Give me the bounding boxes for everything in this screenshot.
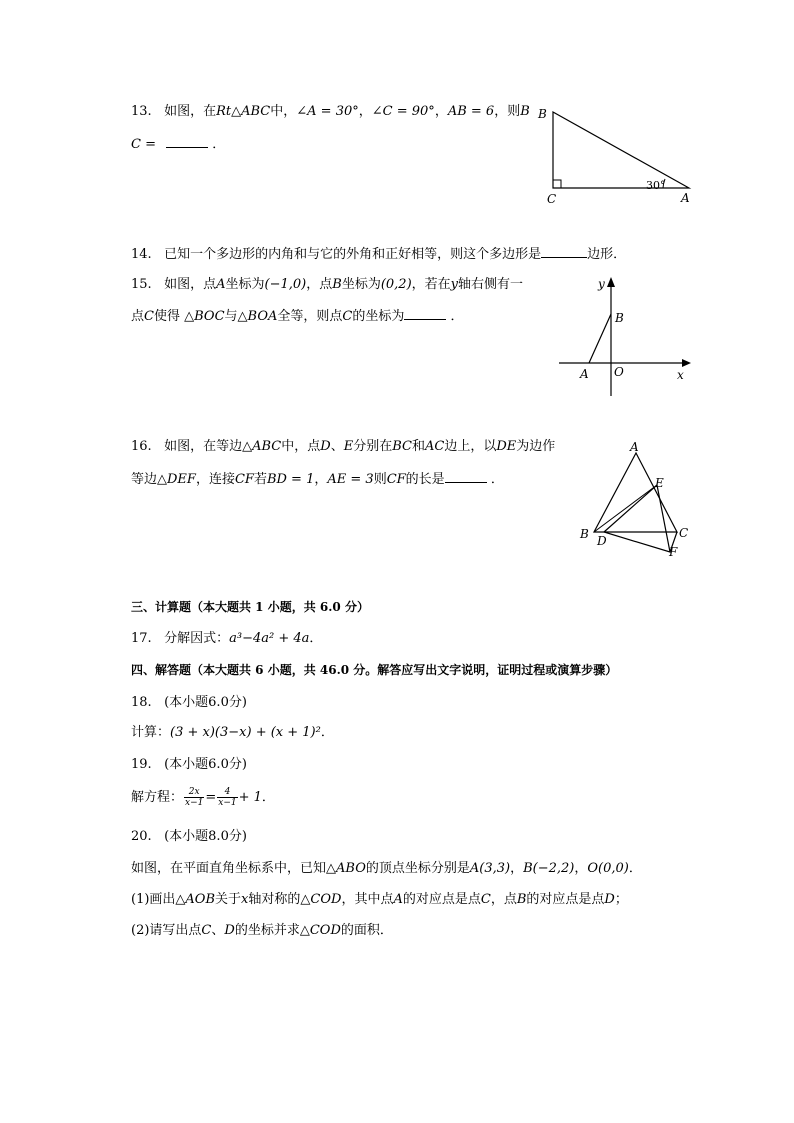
q13-figure [535, 100, 705, 210]
q15-text: 坐标为 [225, 277, 265, 292]
q16-math: D [320, 439, 331, 454]
q20-math: O(0,0) [587, 861, 629, 876]
label-e: E [655, 476, 664, 490]
q13-math: ∠C = 90° [371, 104, 435, 119]
q15-text: 如图，点 [164, 277, 217, 292]
q20-text: ； [614, 892, 628, 907]
q17-text: 分解因式： [164, 631, 230, 646]
answer-blank[interactable] [404, 307, 446, 320]
q16-text: 则 [373, 472, 387, 487]
q13-text: ，则 [494, 104, 521, 119]
q18-header [131, 694, 247, 712]
q13-text: 如图，在 [164, 104, 217, 119]
q16-math: BD = 1 [266, 472, 315, 487]
q20-header [131, 828, 247, 846]
q13-math: C = [131, 137, 156, 152]
q18-math: (3 + x)(3−x) + (x + 1)² [170, 725, 321, 740]
q18-text: ． [320, 725, 334, 740]
q17-math: a³−4a² + 4a [229, 631, 310, 646]
q15-math: △BOA [237, 309, 278, 324]
q15-line2 [131, 307, 464, 326]
q20-text: 如图，在平面直角坐标系中，已知 [131, 861, 327, 876]
q19-math: + 1 [238, 790, 262, 805]
q16-figure [573, 437, 698, 567]
q15-text: ． [450, 309, 464, 324]
label-a: A [681, 191, 690, 205]
q15-figure [555, 272, 700, 402]
q14-number: 14. [131, 247, 152, 262]
q20-part1 [131, 891, 628, 909]
q13-line2 [131, 135, 225, 154]
q18-score: (本小题6.0分) [164, 695, 247, 710]
q16-text: 的长是 [405, 472, 445, 487]
q16-math: DE [496, 439, 517, 454]
section-3-heading: 三、计算题（本大题共 1 小题，共 6.0 分） [131, 600, 369, 614]
triangle-abc [594, 453, 677, 532]
q16-text: ，连接 [195, 472, 235, 487]
label-b: B [538, 107, 547, 121]
q20-text: 的对应点是点 [526, 892, 605, 907]
q15-line1 [131, 276, 523, 294]
q16-text: 中，点 [281, 439, 321, 454]
q13-math: Rt△ABC [216, 104, 271, 119]
fraction-denominator: x−1 [218, 798, 237, 808]
q20-math: C [480, 892, 491, 907]
label-x: x [677, 368, 684, 382]
q20-part2 [131, 922, 393, 940]
q20-text: ， [574, 861, 588, 876]
q15-math: C [144, 309, 154, 324]
label-b: B [615, 311, 624, 325]
q19-text: 解方程： [131, 790, 184, 805]
q13-math: ∠A = 30° [296, 104, 359, 119]
triangle-abc [553, 112, 689, 188]
q19-score: (本小题6.0分) [164, 757, 247, 772]
q16-text: 等边 [131, 472, 158, 487]
q15-math: A [216, 277, 226, 292]
q16-math: E [343, 439, 354, 454]
q19-number: 19. [131, 757, 152, 772]
segment-ab [589, 314, 611, 363]
q16-text: ， [314, 472, 328, 487]
q20-math: △AOB [175, 892, 216, 907]
q16-math: BC [392, 439, 412, 454]
q16-math: AE = 3 [327, 472, 374, 487]
q20-math: D [224, 923, 235, 938]
label-c: C [547, 192, 557, 206]
q18-line [131, 724, 334, 742]
label-angle: 30° [646, 179, 666, 192]
q15-text: ，若在 [411, 277, 451, 292]
q18-number: 18. [131, 695, 152, 710]
right-angle-mark [553, 180, 561, 188]
q20-math: C [201, 923, 212, 938]
q15-math: (0,2) [380, 277, 412, 292]
q15-text: 点 [131, 309, 145, 324]
label-c: C [679, 526, 689, 540]
q13-text: ， [358, 104, 372, 119]
q16-text: 、 [330, 439, 344, 454]
fraction [217, 787, 237, 808]
answer-blank[interactable] [445, 470, 487, 483]
q16-text: 为边作 [516, 439, 556, 454]
q13-text: 中， [270, 104, 297, 119]
q15-math: B [332, 277, 342, 292]
q16-text: 若 [253, 472, 267, 487]
label-b: B [580, 527, 589, 541]
q15-text: ，点 [306, 277, 333, 292]
answer-blank[interactable] [541, 245, 587, 258]
q20-math: △COD [299, 923, 341, 938]
q20-text: (1)画出 [131, 892, 176, 907]
q16-math: △DEF [157, 472, 196, 487]
q16-math: △ABC [242, 439, 282, 454]
label-o: O [614, 365, 624, 379]
q20-math: △ABO [326, 861, 366, 876]
q20-text: (2)请写出点 [131, 923, 202, 938]
answer-blank[interactable] [166, 135, 208, 148]
q16-text: 边上，以 [444, 439, 497, 454]
q16-text: 分别在 [353, 439, 393, 454]
q20-text: ． [628, 861, 642, 876]
q13-text: ． [212, 137, 226, 152]
q13-math: B [520, 104, 530, 119]
q15-text: 与 [224, 309, 238, 324]
q17-text: ． [309, 631, 323, 646]
q20-text: ，点 [490, 892, 517, 907]
q19-header [131, 756, 247, 774]
q15-math: C [342, 309, 353, 324]
q15-text: 全等，则点 [277, 309, 343, 324]
q20-text: 的坐标并求 [234, 923, 300, 938]
q15-math: y [450, 277, 459, 292]
q17-number: 17. [131, 631, 152, 646]
q14-line [131, 245, 626, 264]
q16-line2 [131, 470, 504, 489]
q19-line [131, 784, 275, 812]
label-a: A [630, 440, 639, 454]
q15-text: 的坐标为 [352, 309, 405, 324]
q20-math: △COD [300, 892, 342, 907]
q13-text: ， [434, 104, 448, 119]
q20-math: B(−2,2) [523, 861, 575, 876]
q20-math: D [604, 892, 615, 907]
q15-text: 轴右侧有一 [458, 277, 524, 292]
q13-math: AB = 6 [447, 104, 495, 119]
q20-text: 关于 [215, 892, 242, 907]
y-axis-arrow [607, 277, 615, 287]
q20-text: 的面积． [340, 923, 393, 938]
q13-line1 [131, 103, 530, 121]
q15-text: 使得 [153, 309, 180, 324]
x-axis-arrow [682, 359, 691, 367]
q16-text: 如图，在等边 [164, 439, 243, 454]
q20-math: x [241, 892, 249, 907]
q16-text: ． [490, 472, 504, 487]
q20-math: A(3,3) [469, 861, 511, 876]
q18-text: 计算： [131, 725, 171, 740]
q20-line1 [131, 860, 642, 878]
q20-text: 、 [211, 923, 225, 938]
q20-score: (本小题8.0分) [164, 829, 247, 844]
q20-text: 轴对称的 [248, 892, 301, 907]
section-4-heading: 四、解答题（本大题共 6 小题，共 46.0 分。解答应写出文字说明，证明过程或演算步骤） [131, 663, 618, 677]
q14-text: 已知一个多边形的内角和与它的外角和正好相等，则这个多边形是 [164, 247, 542, 262]
fraction [184, 787, 204, 808]
q19-text: ． [261, 790, 275, 805]
q20-text: ， [510, 861, 524, 876]
label-f: F [669, 545, 678, 559]
q20-text: ，其中点 [341, 892, 394, 907]
q17-line [131, 630, 322, 648]
q16-text: 和 [411, 439, 425, 454]
q16-math: CF [234, 472, 254, 487]
q16-line1 [131, 438, 555, 456]
fraction-numerator: 2x [184, 787, 204, 798]
label-a: A [580, 367, 589, 381]
label-d: D [597, 534, 607, 548]
q15-number: 15. [131, 277, 152, 292]
segment-be [594, 485, 657, 532]
fraction-denominator: x−1 [185, 798, 204, 808]
q16-math: CF [386, 472, 406, 487]
q19-math: = [205, 790, 217, 805]
q15-text: 坐标为 [341, 277, 381, 292]
q15-math: △BOC [184, 309, 225, 324]
q20-math: B [516, 892, 527, 907]
q20-number: 20. [131, 829, 152, 844]
label-y: y [598, 277, 605, 291]
q14-text: 边形． [587, 247, 627, 262]
q20-text: 的顶点坐标分别是 [365, 861, 470, 876]
q20-text: 的对应点是点 [402, 892, 481, 907]
q16-math: AC [425, 439, 445, 454]
q13-number: 13. [131, 104, 152, 119]
q16-number: 16. [131, 439, 152, 454]
fraction-numerator: 4 [217, 787, 237, 798]
q20-math: A [393, 892, 403, 907]
q15-math: (−1,0) [264, 277, 307, 292]
